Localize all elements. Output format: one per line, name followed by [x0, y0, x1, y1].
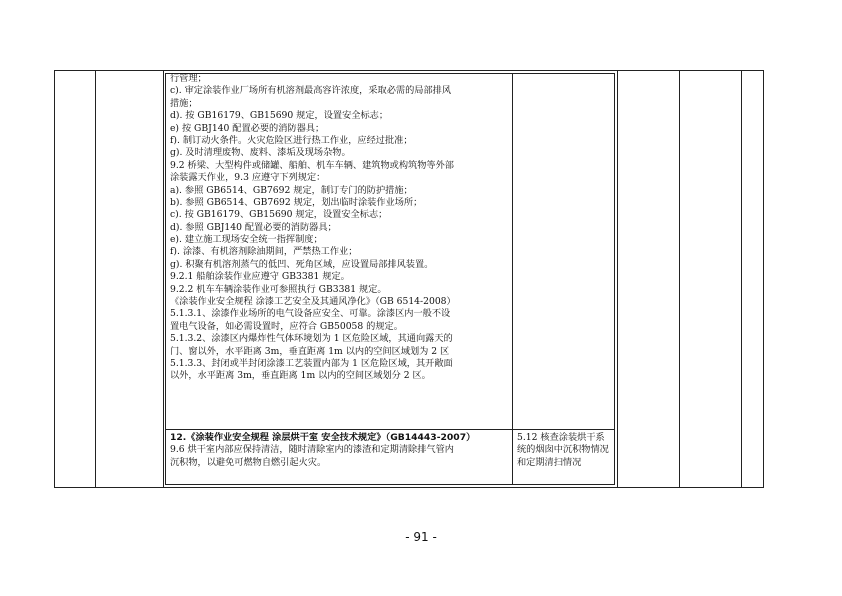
text-line: 沉积物，以避免可燃物自燃引起火灾。 [170, 456, 327, 468]
text-line: 以外，水平距离 3m，垂直距离 1m 以内的空间区域划分 2 区。 [170, 370, 431, 382]
text-line: 置电气设备，如必需设置时，应符合 GB50058 的规定。 [170, 320, 403, 332]
row-divider [165, 429, 615, 430]
text-line: b). 参照 GB6514、GB7692 规定，划出临时涂装作业场所； [170, 196, 423, 208]
text-line: f). 制订动火条件。火灾危险区进行热工作业，应经过批准； [170, 134, 413, 146]
text-line: 5.1.3.3、封闭或半封闭涂漆工艺装置内部为 1 区危险区域，其开敞面 [170, 357, 453, 369]
check-item-text: 5.12 核查涂装烘干系统的烟囱中沉积物情况和定期清扫情况 [517, 432, 609, 468]
column-divider [617, 71, 618, 487]
column-divider [95, 71, 96, 487]
section-12-heading: 12.《涂装作业安全规程 涂层烘干室 安全技术规定》（GB14443-2007） [170, 432, 476, 443]
check-cell [513, 73, 615, 485]
text-line: 9.2 桥梁、大型构件或储罐、船舶、机车车辆、建筑物或构筑物等外部 [170, 159, 454, 171]
column-divider [679, 71, 680, 487]
text-line: 涂装露天作业，9.3 应遵守下列规定： [170, 172, 326, 184]
page-number: - 91 - [405, 530, 437, 544]
text-line: 措施； [170, 97, 198, 109]
text-line: e) 按 GBJ140 配置必要的消防器具； [170, 122, 325, 134]
text-line: 9.2.2 机车车辆涂装作业可参照执行 GB3381 规定。 [170, 283, 387, 295]
text-line: 5.1.3.2、涂漆区内爆炸性气体环境划为 1 区危险区域，其通向露天的 [170, 333, 453, 345]
column-divider [163, 71, 164, 487]
text-line: 门、窗以外，水平距离 3m，垂直距离 1m 以内的空间区域划为 2 区 [170, 345, 450, 357]
text-line: c). 按 GB16179、GB15690 规定，设置安全标志； [170, 209, 388, 221]
text-line: e). 建立施工现场安全统一指挥制度； [170, 234, 323, 246]
requirements-text [170, 73, 512, 383]
text-line: 行管理； [170, 73, 207, 84]
text-line: c). 审定涂装作业厂场所有机溶剂最高容许浓度，采取必需的局部排风 [170, 85, 452, 97]
text-line: d). 按 GB16179、GB15690 规定，设置安全标志； [170, 110, 389, 122]
column-divider [741, 71, 742, 487]
text-line: g). 及时清理废物、废料、漆垢及现场杂物。 [170, 147, 351, 159]
text-line: 《涂装作业安全规程 涂漆工艺安全及其通风净化》（GB 6514-2008） [170, 296, 456, 308]
text-line: f). 涂漆、有机溶剂除油期间，严禁热工作业； [170, 246, 358, 258]
text-line: a). 参照 GB6514、GB7692 规定，制订专门的防护措施； [170, 184, 413, 196]
regulation-table [54, 70, 764, 488]
section-12-text [170, 432, 512, 469]
text-line: g). 积聚有机溶剂蒸气的低凹、死角区域，应设置局部排风装置。 [170, 258, 434, 270]
text-line: 9.2.1 船舶涂装作业应遵守 GB3381 规定。 [170, 271, 350, 283]
text-line: d). 参照 GBJ140 配置必要的消防器具； [170, 221, 337, 233]
text-line: 9.6 烘干室内部应保持清洁，随时清除室内的漆渣和定期清除排气管内 [170, 444, 454, 456]
text-line: 5.1.3.1、涂漆作业场所的电气设备应安全、可靠。涂漆区内一般不设 [170, 308, 451, 320]
